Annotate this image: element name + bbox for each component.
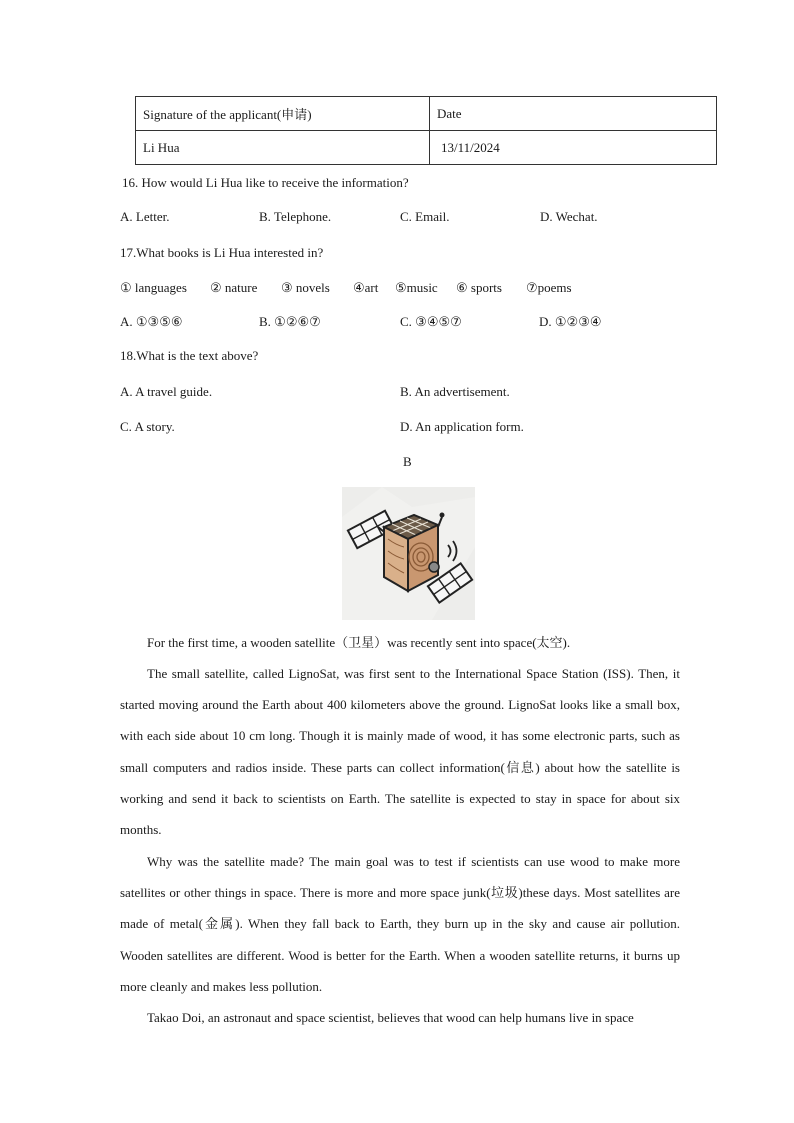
q17-item: ② nature [210,280,258,295]
q17-item: ⑥ sports [456,280,502,295]
q17-item: ④art [353,280,379,295]
satellite-figure [342,487,475,620]
date-value-cell: 13/11/2024 [430,131,717,165]
wooden-satellite-icon [342,487,475,620]
q17-item: ⑦poems [526,280,572,295]
q18-option-c: C. A story. [120,419,175,434]
q16-option-a: A. Letter. [120,209,170,224]
section-label: B [403,454,412,469]
date-header-cell: Date [430,97,717,131]
passage-text: For the first time, a wooden satellite（卫星）was recently sent into space(太空). [147,635,571,650]
passage-paragraph-3 [120,846,680,1002]
q17-option-b: B. ①②⑥⑦ [259,314,321,329]
q16-option-d: D. Wechat. [540,209,598,224]
q17-item: ① languages [120,280,187,295]
passage-text: The small satellite, called LignoSat, was first sent to the International Space Station (ISS). Then, it started moving around the Earth about 400 kilometers above the ground. LignoSat looks like a small box, with each side about 10 cm long. Though it is mainly made of wood, it has some electronic parts, such as small computers and radios inside. These parts can collect information(信息) about how the satellite is working and send it back to scientists on Earth. The satellite is expected to stay in space for about six months. [120,666,680,838]
q17-option-c: C. ③④⑤⑦ [400,314,462,329]
signature-header-cell: Signature of the applicant(申请) [136,97,430,131]
q18-option-d: D. An application form. [400,419,524,434]
q17-item: ⑤music [395,280,438,295]
application-table [135,96,717,165]
passage-paragraph-2 [120,658,680,845]
question-17: 17.What books is Li Hua interested in? [120,245,324,260]
q18-option-a: A. A travel guide. [120,384,213,399]
question-16: 16. How would Li Hua like to receive the information? [122,175,409,190]
q16-option-c: C. Email. [400,209,450,224]
passage-paragraph-1 [120,627,680,658]
table-row [136,131,717,165]
q17-option-a: A. ①③⑤⑥ [120,314,183,329]
q18-option-b: B. An advertisement. [400,384,510,399]
question-18: 18.What is the text above? [120,348,259,363]
signature-value-cell: Li Hua [136,131,430,165]
q17-item: ③ novels [281,280,330,295]
q17-option-d: D. ①②③④ [539,314,602,329]
passage-text: Takao Doi, an astronaut and space scientist, believes that wood can help humans live in space [147,1010,634,1025]
passage-text: Why was the satellite made? The main goal was to test if scientists can use wood to make more satellites or other things in space. There is more and more space junk(垃圾)these days. Most satellites are made of metal(金属). When they fall back to Earth, they burn up in the sky and cause air pollution. Wooden satellites are different. Wood is better for the Earth. When a wooden satellite returns, it burns up more cleanly and makes less pollution. [120,854,680,994]
q16-option-b: B. Telephone. [259,209,332,224]
passage-paragraph-4 [120,1002,680,1033]
table-row [136,97,717,131]
